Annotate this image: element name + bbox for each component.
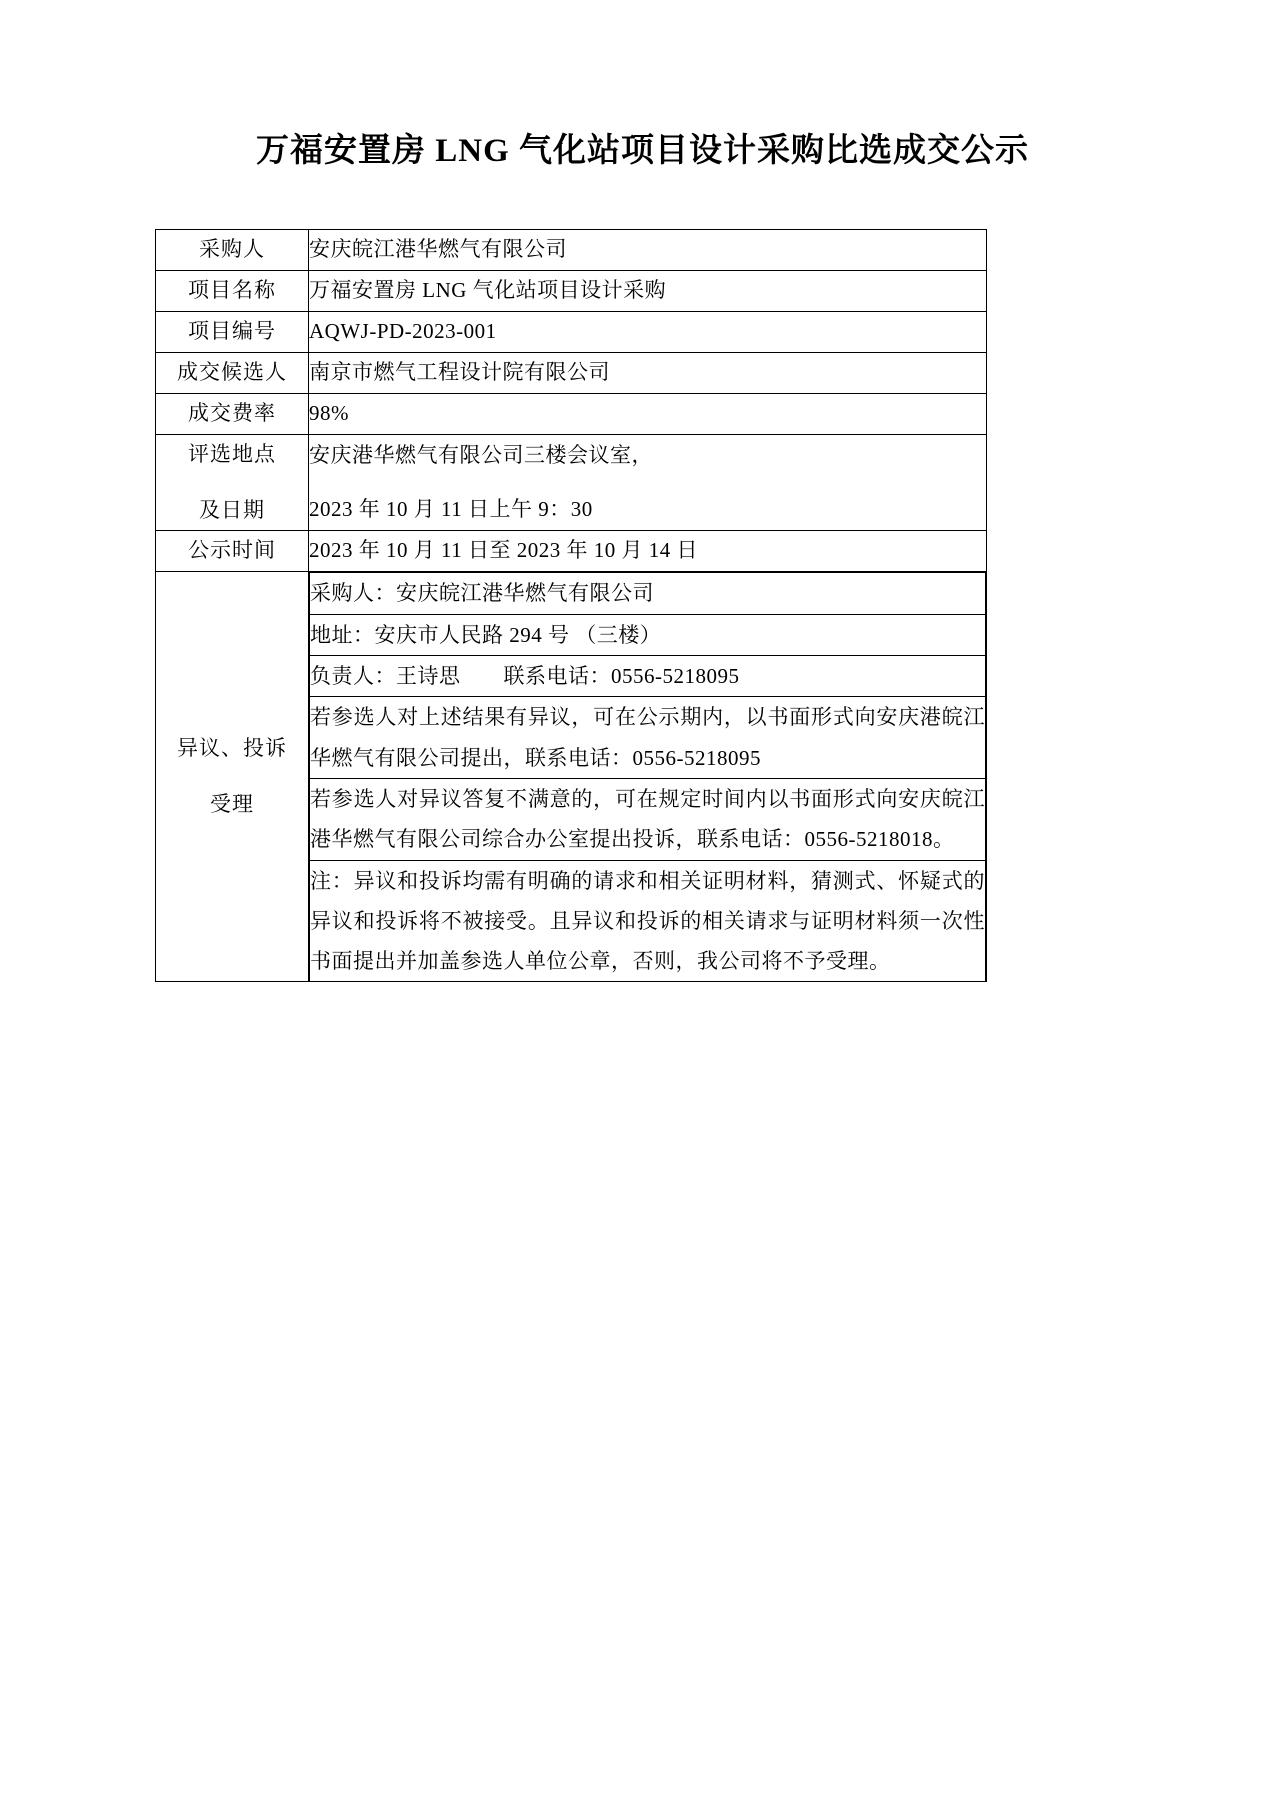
complaint-address: 地址：安庆市人民路 294 号 （三楼） <box>310 614 986 655</box>
complaint-item <box>310 573 986 614</box>
complaint-item <box>310 614 986 655</box>
complaint-item <box>310 778 986 860</box>
row-label-winning-rate: 成交费率 <box>156 393 309 434</box>
value-line-1: 安庆港华燃气有限公司三楼会议室， <box>309 442 653 467</box>
complaint-objection-procedure: 若参选人对上述结果有异议，可在公示期内，以书面形式向安庆港皖江华燃气有限公司提出，联系电话：0556-5218095 <box>310 697 986 779</box>
complaint-item <box>310 697 986 779</box>
table-row-complaint <box>156 572 987 982</box>
row-value-announcement-period: 2023 年 10 月 11 日至 2023 年 10 月 14 日 <box>309 531 987 572</box>
value-line-2: 2023 年 10 月 11 日上午 9：30 <box>309 496 593 521</box>
table-row <box>156 531 987 572</box>
complaint-contact-person: 负责人：王诗思 联系电话：0556-5218095 <box>310 655 986 696</box>
label-line-2: 受理 <box>210 791 254 816</box>
table-row <box>156 352 987 393</box>
row-value-purchaser: 安庆皖江港华燃气有限公司 <box>309 230 987 271</box>
table-row <box>156 230 987 271</box>
announcement-table <box>155 229 987 982</box>
table-row <box>156 393 987 434</box>
row-value-winning-candidate: 南京市燃气工程设计院有限公司 <box>309 352 987 393</box>
row-value-evaluation-place-date <box>309 434 987 531</box>
complaint-details-table <box>309 572 986 981</box>
label-line-2: 及日期 <box>199 497 265 522</box>
label-line-1: 评选地点 <box>188 441 276 466</box>
table-row <box>156 311 987 352</box>
page-title: 万福安置房 LNG 气化站项目设计采购比选成交公示 <box>255 133 1029 169</box>
row-label-objection-complaint <box>156 572 309 982</box>
row-value-objection-complaint <box>309 572 987 982</box>
row-label-winning-candidate: 成交候选人 <box>156 352 309 393</box>
label-line-1: 异议、投诉 <box>177 735 287 760</box>
row-value-winning-rate: 98% <box>309 393 987 434</box>
row-label-purchaser: 采购人 <box>156 230 309 271</box>
complaint-item <box>310 860 986 981</box>
complaint-note: 注：异议和投诉均需有明确的请求和相关证明材料，猜测式、怀疑式的异议和投诉将不被接受。且异议和投诉的相关请求与证明材料须一次性书面提出并加盖参选人单位公章，否则，我公司将不予受理。 <box>310 860 986 981</box>
row-label-project-number: 项目编号 <box>156 311 309 352</box>
complaint-purchaser: 采购人：安庆皖江港华燃气有限公司 <box>310 573 986 614</box>
row-value-project-number: AQWJ-PD-2023-001 <box>309 311 987 352</box>
row-label-project-name: 项目名称 <box>156 271 309 312</box>
table-row <box>156 434 987 531</box>
row-value-project-name: 万福安置房 LNG 气化站项目设计采购 <box>309 271 987 312</box>
row-label-evaluation-place-date <box>156 434 309 531</box>
complaint-escalation-procedure: 若参选人对异议答复不满意的，可在规定时间内以书面形式向安庆皖江港华燃气有限公司综合办公室提出投诉，联系电话：0556-5218018。 <box>310 778 986 860</box>
row-label-announcement-period: 公示时间 <box>156 531 309 572</box>
table-row <box>156 271 987 312</box>
complaint-item <box>310 655 986 696</box>
